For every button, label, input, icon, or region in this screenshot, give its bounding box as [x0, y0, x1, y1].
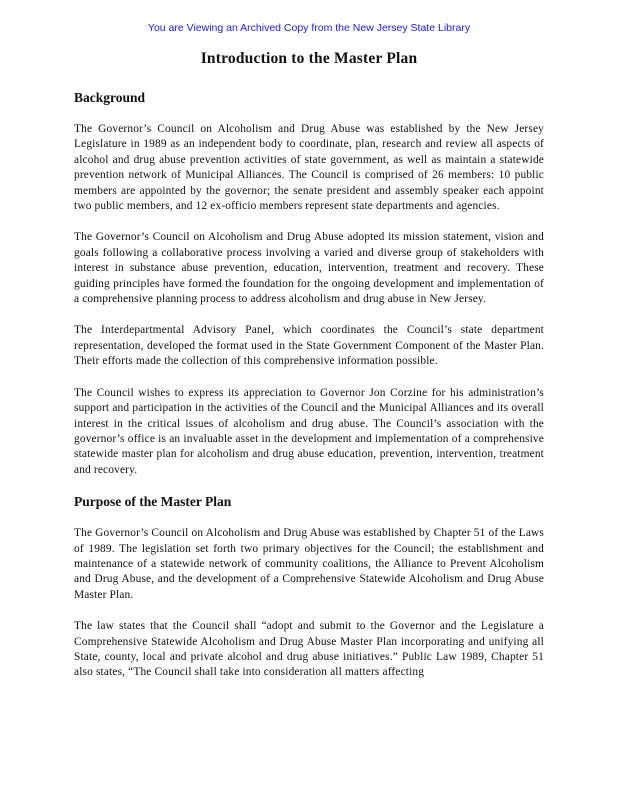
- document-page: [74, 50, 544, 697]
- paragraph: The Governor’s Council on Alcoholism and Drug Abuse was established by Chapter 51 of the Laws of 1989. The legislation set forth two primary objectives for the Council; the establishment and maintenance of a statewide network of community coalitions, the Alliance to Prevent Alcoholism and Drug Abuse, and the development of a Comprehensive Statewide Alcoholism and Drug Abuse Master Plan.: [74, 527, 544, 601]
- document-title: Introduction to the Master Plan: [200, 50, 418, 67]
- paragraph: The Interdepartmental Advisory Panel, which coordinates the Council’s state department representation, developed the format used in the State Government Component of the Master Plan. Their efforts made the collection of this comprehensive information possible.: [74, 324, 544, 368]
- paragraph: The Council wishes to express its appreciation to Governor Jon Corzine for his administration’s support and participation in the activities of the Council and the Municipal Alliances and its overall interest in the critical issues of alcoholism and drug abuse. The Council’s association with the governor’s office is an invaluable asset in the development and implementation of a comprehensive statewide master plan for alcoholism and drug abuse education, prevention, intervention, treatment and recovery.: [74, 386, 544, 476]
- archive-banner: You are Viewing an Archived Copy from the New Jersey State Library: [147, 22, 471, 34]
- paragraph: The Governor’s Council on Alcoholism and Drug Abuse adopted its mission statement, vision and goals following a collaborative process involving a varied and diverse group of stakeholders with interest in substance abuse prevention, education, intervention, treatment and recovery. These guiding principles have formed the foundation for the ongoing development and implementation of a comprehensive planning process to address alcoholism and drug abuse in New Jersey.: [74, 231, 544, 306]
- paragraph: The Governor’s Council on Alcoholism and Drug Abuse was established by the New Jersey Legislature in 1989 as an independent body to coordinate, plan, research and review all aspects of alcohol and drug abuse prevention activities of state government, as well as maintain a statewide prevention network of Municipal Alliances. The Council is comprised of 26 members: 10 public members are appointed by the governor; the senate president and assembly speaker each appoint two public members, and 12 ex-officio members represent state departments and agencies.: [74, 123, 544, 213]
- section-heading: Background: [74, 90, 146, 105]
- paragraph: The law states that the Council shall “adopt and submit to the Governor and the Legislature a Comprehensive Statewide Alcoholism and Drug Abuse Master Plan incorporating and unifying all State, county, local and private alcohol and drug abuse initiatives.” Public Law 1989, Chapter 51 also states, “The Council shall take into consideration all matters affecting: [74, 620, 544, 679]
- section-background: [74, 90, 544, 478]
- section-purpose: [74, 494, 544, 681]
- section-heading: Purpose of the Master Plan: [74, 494, 232, 510]
